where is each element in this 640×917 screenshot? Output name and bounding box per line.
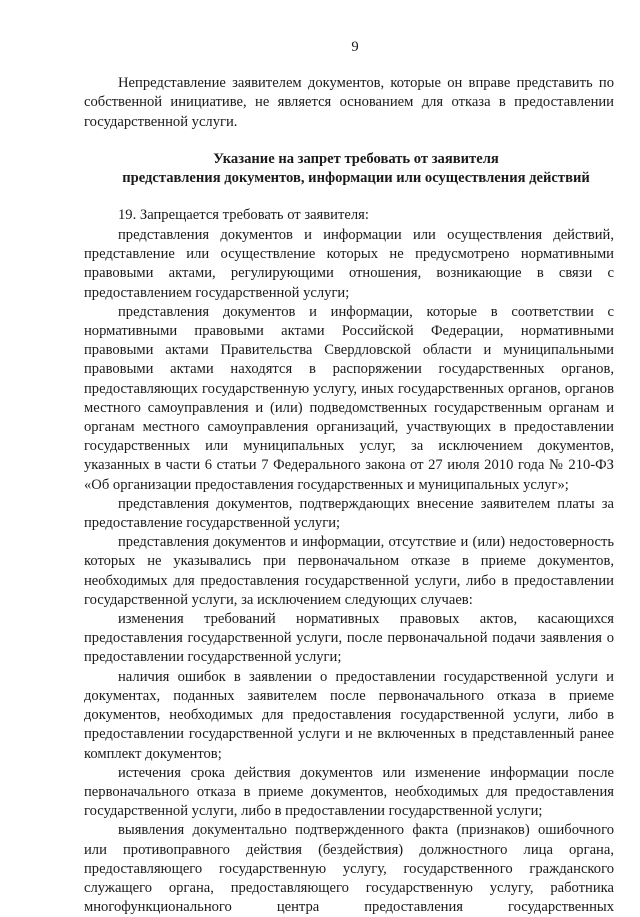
section-heading-line-1: Указание на запрет требовать от заявителя <box>213 150 499 167</box>
paragraph-item-2: представления документов и информации, которые в соответствии с нормативными правовыми актами Российской Федерации, нормативными правовыми актами Правительства Свердловской области и муниципальными правовыми актами находятся в распоряжении государственных органов, предоставляющих государственную услугу, иных государственных органов, органов местного самоуправления и (или) подведомственных государственным органам и органам местного самоуправления организаций, участвующих в предоставлении государственных или муниципальных услуг, за исключением документов, указанных в части 6 статьи 7 Федерального закона от 27 июля 2010 года № 210-ФЗ «Об организации предоставления государственных и муниципальных услуг»; <box>84 303 614 493</box>
document-page <box>84 38 614 917</box>
section-heading-line-2: представления документов, информации или осуществления действий <box>122 170 590 187</box>
section-heading <box>84 150 614 189</box>
paragraph-item-4: представления документов и информации, отсутствие и (или) недостоверность которых не указывались при первоначальном отказе в приеме документов, необходимых для предоставления государственной услуги, либо в предоставлении государственной услуги, за исключением следующих случаев: <box>84 534 614 608</box>
paragraph-item-1: представления документов и информации или осуществления действий, представление или осуществление которых не предусмотрено нормативными правовыми актами, регулирующими отношения, возникающие в связи с предоставлением государственной услуги; <box>84 227 614 301</box>
paragraph-exception-1: изменения требований нормативных правовых актов, касающихся предоставления государственной услуги, после первоначальной подачи заявления о предоставлении государственной услуги; <box>84 611 614 666</box>
paragraph-exception-3: истечения срока действия документов или изменение информации после первоначального отказа в приеме документов, необходимых для предоставления государственной услуги, либо в предоставлении государственной услуги; <box>84 764 614 820</box>
paragraph-item-3: представления документов, подтверждающих внесение заявителем платы за предоставление государственной услуги; <box>84 495 614 532</box>
page-number: 9 <box>351 39 359 55</box>
paragraph-exception-4: выявления документально подтвержденного факта (признаков) ошибочного или противоправного действия (бездействия) должностного лица органа, предоставляющего государственную услугу, государственного гражданского служащего органа, предоставляющего государственную услугу, работника многофункционального центра предоставления государственных <box>84 822 614 916</box>
intro-paragraph: Непредставление заявителем документов, которые он вправе представить по собственной инициативе, не является основанием для отказа в предоставлении государственной услуги. <box>84 75 614 130</box>
paragraph-clause-19: 19. Запрещается требовать от заявителя: <box>118 206 369 223</box>
paragraph-exception-2: наличия ошибок в заявлении о предоставлении государственной услуги и документах, поданных заявителем после первоначального отказа в приеме документов, необходимых для предоставления государственной услуги, либо в предоставлении государственной услуги и не включенных в представленный ранее комплект документов; <box>84 668 614 762</box>
